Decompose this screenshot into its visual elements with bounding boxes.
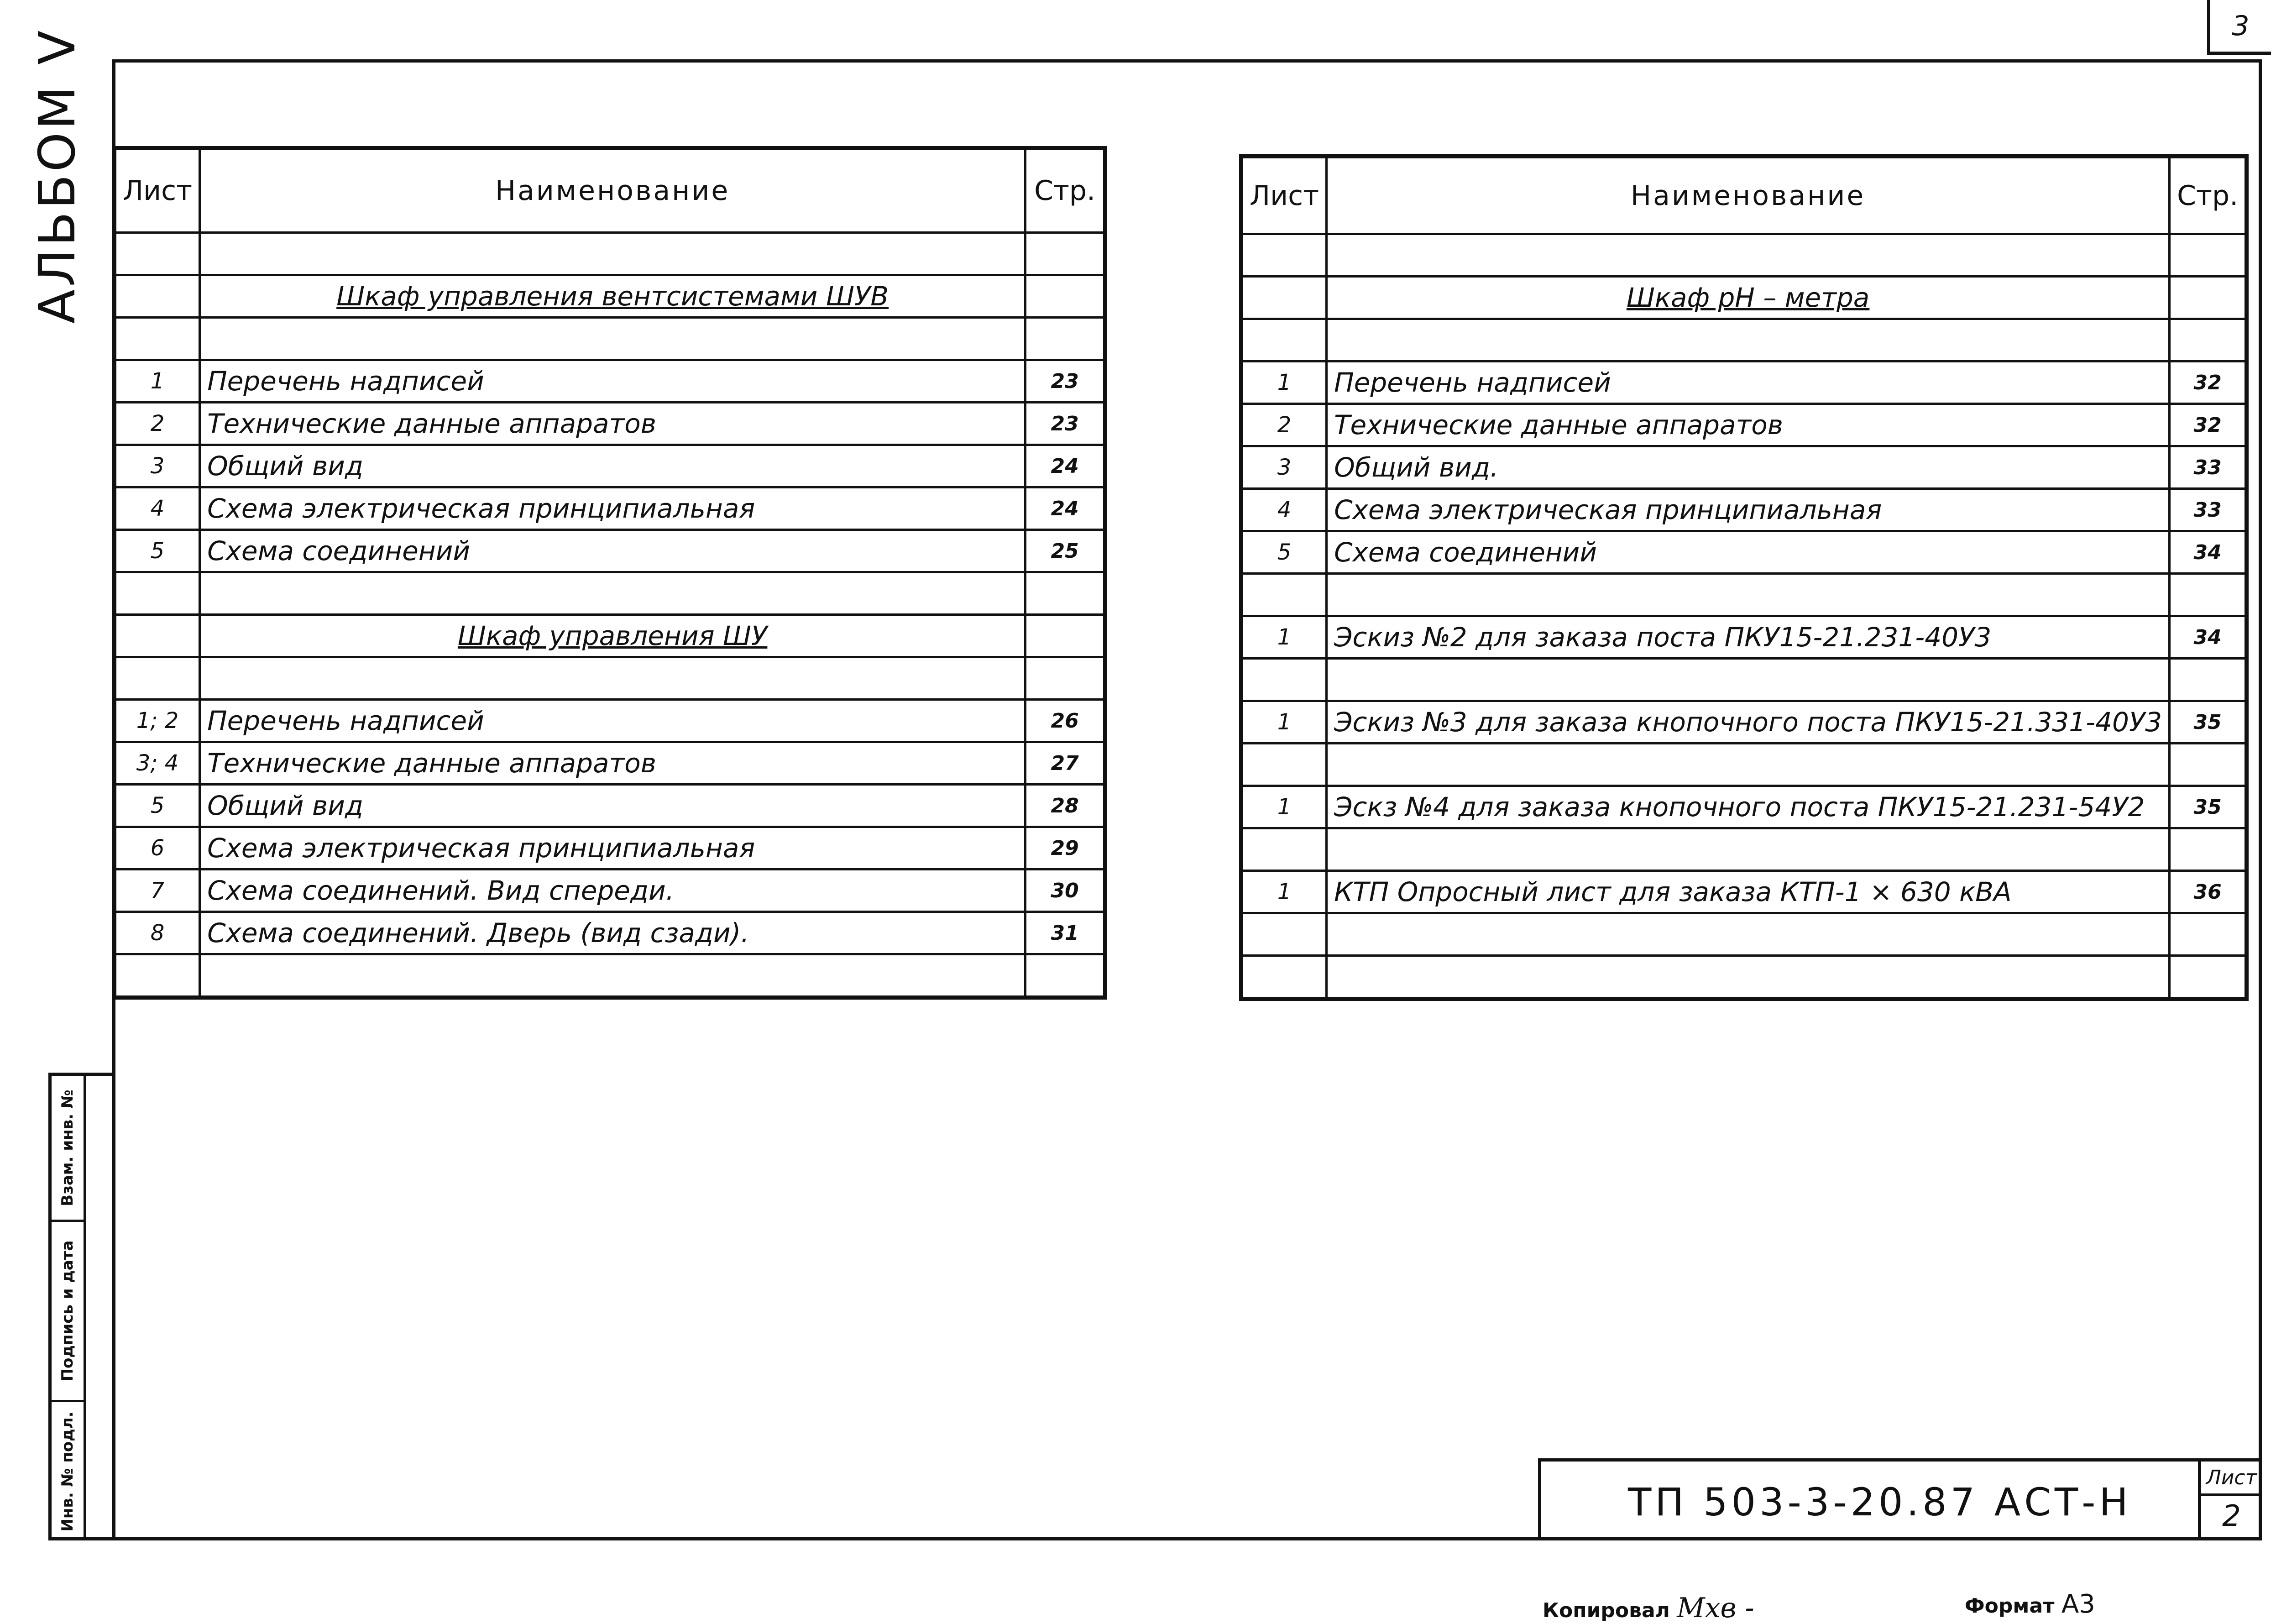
sheet-cell [115, 615, 200, 657]
sheet-cell [1241, 234, 1327, 277]
name-cell [200, 572, 1026, 615]
page-cell [2170, 659, 2247, 701]
name-cell [200, 233, 1026, 275]
page-cell: 31 [1026, 912, 1105, 954]
name-cell [1327, 744, 2170, 786]
name-cell: Схема электрическая принципиальная [200, 487, 1026, 530]
page-cell: 33 [2170, 446, 2247, 489]
table-row [115, 445, 1105, 487]
page-cell: 23 [1026, 360, 1105, 403]
header-page: Стр. [1026, 148, 1105, 233]
table-row [115, 403, 1105, 445]
sheet-cell: 5 [1241, 531, 1327, 574]
title-block [1538, 1458, 2262, 1540]
blank-row [1241, 956, 2247, 999]
page-cell [2170, 913, 2247, 956]
name-cell [200, 954, 1026, 998]
page-cell [2170, 744, 2247, 786]
page-cell: 30 [1026, 870, 1105, 912]
blank-row [1241, 828, 2247, 871]
side-stamp-replace-inv: Взам. инв. № [52, 1076, 84, 1222]
table-row [1241, 404, 2247, 446]
blank-row [115, 657, 1105, 700]
page-cell: 27 [1026, 742, 1105, 785]
sheet-cell [115, 318, 200, 360]
sheet-cell [115, 233, 200, 275]
sheet-cell [1241, 828, 1327, 871]
right-table-header [1241, 157, 2247, 234]
name-cell: Схема соединений. Вид спереди. [200, 870, 1026, 912]
name-cell: Схема соединений [200, 530, 1026, 572]
sheet-cell [1241, 659, 1327, 701]
left-contents-table [112, 146, 1107, 1000]
sheet-cell: 1 [1241, 786, 1327, 828]
name-cell: Эскиз №3 для заказа кнопочного поста ПКУ15-21.331-40У3 [1327, 701, 2170, 744]
header-sheet: Лист [115, 148, 200, 233]
sheet-cell: 2 [115, 403, 200, 445]
paper-format [1965, 1589, 2095, 1619]
table-row [1241, 489, 2247, 531]
sheet-cell: 1; 2 [115, 700, 200, 742]
blank-row [1241, 319, 2247, 361]
page-cell: 26 [1026, 700, 1105, 742]
copied-label: Копировал [1543, 1599, 1670, 1622]
name-cell: Схема электрическая принципиальная [200, 827, 1026, 870]
name-cell [1327, 659, 2170, 701]
page-cell: 35 [2170, 701, 2247, 744]
name-cell [1327, 956, 2170, 999]
table-row [115, 870, 1105, 912]
header-name: Наименование [200, 148, 1026, 233]
right-contents-table [1239, 154, 2249, 1001]
name-cell: Технические данные аппаратов [1327, 404, 2170, 446]
sheet-cell [1241, 319, 1327, 361]
name-cell [1327, 574, 2170, 616]
table-row [1241, 531, 2247, 574]
side-stamp-inv-original: Инв. № подл. [58, 1411, 77, 1532]
page-cell: 35 [2170, 786, 2247, 828]
sheet-cell: 4 [115, 487, 200, 530]
sheet-cell [1241, 744, 1327, 786]
sheet-cell: 3 [1241, 446, 1327, 489]
sheet-cell [115, 954, 200, 998]
sheet-number: 2 [2222, 1499, 2241, 1533]
name-cell: Шкаф управления ШУ [200, 615, 1026, 657]
format-label: Формат [1965, 1594, 2055, 1618]
page-number: 3 [2232, 10, 2250, 42]
section-row [115, 275, 1105, 318]
sheet-cell: 1 [115, 360, 200, 403]
sheet-cell: 2 [1241, 404, 1327, 446]
table-row [115, 700, 1105, 742]
sheet-cell [115, 572, 200, 615]
blank-row [115, 572, 1105, 615]
name-cell: Общий вид. [1327, 446, 2170, 489]
blank-row [1241, 913, 2247, 956]
table-row [115, 360, 1105, 403]
page-cell: 34 [2170, 531, 2247, 574]
page-cell: 36 [2170, 871, 2247, 913]
copied-signature: Мхв - [1677, 1592, 1754, 1624]
page-cell: 32 [2170, 361, 2247, 404]
blank-row [1241, 574, 2247, 616]
sheet-cell: 3; 4 [115, 742, 200, 785]
sheet-cell [1241, 277, 1327, 319]
blank-row [115, 954, 1105, 998]
page-cell [2170, 828, 2247, 871]
page-cell: 29 [1026, 827, 1105, 870]
page-cell: 23 [1026, 403, 1105, 445]
table-row [115, 912, 1105, 954]
name-cell: Шкаф pH – метра [1327, 277, 2170, 319]
name-cell: Общий вид [200, 445, 1026, 487]
page-cell [2170, 319, 2247, 361]
name-cell: Эскиз №2 для заказа поста ПКУ15-21.231-40У3 [1327, 616, 2170, 659]
page-cell: 34 [2170, 616, 2247, 659]
table-row [115, 487, 1105, 530]
side-stamp [48, 1073, 112, 1540]
album-label: АЛЬБОМ V [28, 27, 86, 324]
name-cell: Эскз №4 для заказа кнопочного поста ПКУ15-21.231-54У2 [1327, 786, 2170, 828]
album-label-box [27, 27, 87, 324]
sheet-cell: 6 [115, 827, 200, 870]
table-row [1241, 786, 2247, 828]
sheet-cell: 8 [115, 912, 200, 954]
name-cell: Технические данные аппаратов [200, 742, 1026, 785]
page-cell [1026, 318, 1105, 360]
name-cell [1327, 234, 2170, 277]
name-cell [1327, 913, 2170, 956]
name-cell: Схема соединений. Дверь (вид сзади). [200, 912, 1026, 954]
page-cell: 28 [1026, 785, 1105, 827]
format-value: А3 [2061, 1589, 2095, 1619]
name-cell [200, 318, 1026, 360]
table-row [115, 530, 1105, 572]
name-cell: Технические данные аппаратов [200, 403, 1026, 445]
page-cell [1026, 233, 1105, 275]
name-cell: КТП Опросный лист для заказа КТП-1 × 630 кВА [1327, 871, 2170, 913]
table-row [1241, 616, 2247, 659]
table-row [115, 742, 1105, 785]
sheet-cell: 4 [1241, 489, 1327, 531]
table-row [115, 785, 1105, 827]
page-cell [2170, 956, 2247, 999]
sheet-cell: 7 [115, 870, 200, 912]
copied-by [1543, 1592, 1754, 1624]
header-sheet: Лист [1241, 157, 1327, 234]
blank-row [115, 233, 1105, 275]
page-cell [2170, 234, 2247, 277]
page-cell: 24 [1026, 487, 1105, 530]
name-cell: Схема соединений [1327, 531, 2170, 574]
page-cell [1026, 657, 1105, 700]
name-cell [1327, 828, 2170, 871]
name-cell: Схема электрическая принципиальная [1327, 489, 2170, 531]
sheet-cell: 3 [115, 445, 200, 487]
sheet-cell: 1 [1241, 616, 1327, 659]
table-row [115, 827, 1105, 870]
name-cell [200, 657, 1026, 700]
sheet-label: Лист [2201, 1462, 2262, 1496]
blank-row [1241, 744, 2247, 786]
sheet-cell [1241, 956, 1327, 999]
table-row [1241, 701, 2247, 744]
page-cell: 24 [1026, 445, 1105, 487]
section-row [115, 615, 1105, 657]
table-row [1241, 871, 2247, 913]
side-stamp-signature-date: Подпись и дата [52, 1222, 84, 1402]
page-cell: 32 [2170, 404, 2247, 446]
blank-row [115, 318, 1105, 360]
name-cell [1327, 319, 2170, 361]
page-cell [1026, 954, 1105, 998]
title-block-sheet [2198, 1462, 2262, 1540]
sheet-cell: 5 [115, 530, 200, 572]
name-cell: Общий вид [200, 785, 1026, 827]
page-cell [2170, 277, 2247, 319]
sheet-cell [1241, 913, 1327, 956]
sheet-cell: 1 [1241, 871, 1327, 913]
name-cell: Шкаф управления вентсистемами ШУВ [200, 275, 1026, 318]
sheet-cell [115, 275, 200, 318]
section-row [1241, 277, 2247, 319]
header-name: Наименование [1327, 157, 2170, 234]
page-cell: 33 [2170, 489, 2247, 531]
header-page: Стр. [2170, 157, 2247, 234]
page-cell [1026, 275, 1105, 318]
blank-row [1241, 659, 2247, 701]
page-cell: 25 [1026, 530, 1105, 572]
blank-row [1241, 234, 2247, 277]
name-cell: Перечень надписей [200, 700, 1026, 742]
table-row [1241, 446, 2247, 489]
page-number-box [2207, 0, 2271, 55]
page-cell [2170, 574, 2247, 616]
name-cell: Перечень надписей [1327, 361, 2170, 404]
sheet-cell: 1 [1241, 361, 1327, 404]
sheet-cell: 1 [1241, 701, 1327, 744]
sheet-cell [115, 657, 200, 700]
page-cell [1026, 615, 1105, 657]
sheet-cell [1241, 574, 1327, 616]
document-code: ТП 503-3-20.87 АСТ-Н [1628, 1480, 2132, 1524]
left-table-header [115, 148, 1105, 233]
page-cell [1026, 572, 1105, 615]
table-row [1241, 361, 2247, 404]
name-cell: Перечень надписей [200, 360, 1026, 403]
sheet-cell: 5 [115, 785, 200, 827]
